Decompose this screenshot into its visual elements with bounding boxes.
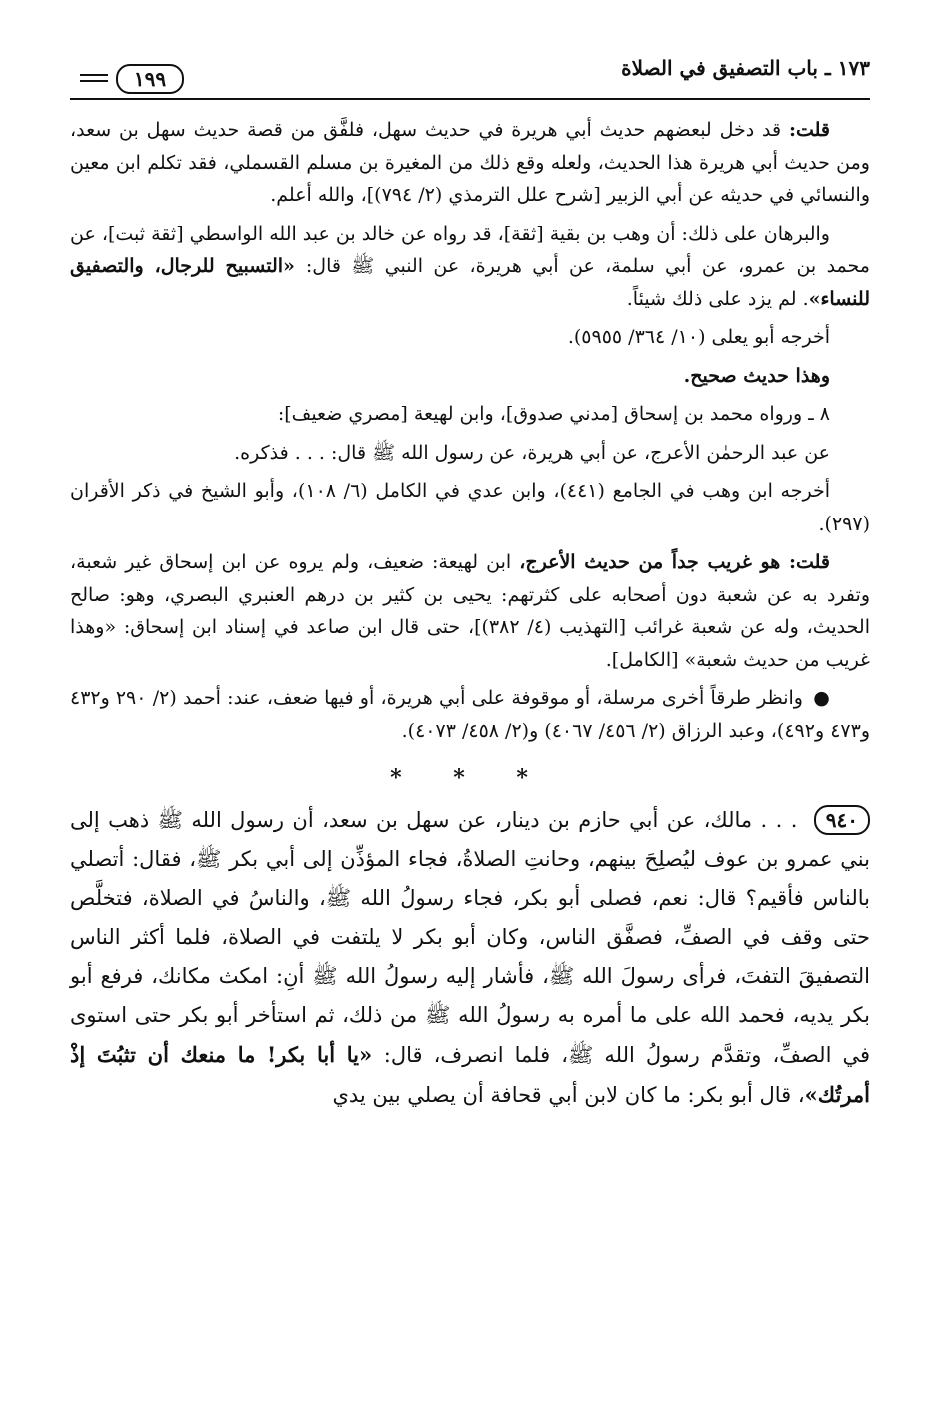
paragraph-lead: قلت: هو غريب جداً من حديث الأعرج، <box>519 551 830 573</box>
paragraph-7 <box>70 475 870 540</box>
hadith-quote: «التسبيح للرجال، والتصفيق للنساء» <box>70 255 870 310</box>
running-title: ١٧٣ ـ باب التصفيق في الصلاة <box>621 56 870 80</box>
paragraph-1 <box>70 114 870 212</box>
paragraph-5 <box>70 398 870 431</box>
hadith-paragraph <box>70 801 870 1115</box>
paragraph-text: قد دخل لبعضهم حديث أبي هريرة في حديث سهل، فلفَّق من قصة حديث سهل بن سعد، ومن حديث أبي هريرة هذا الحديث، ولعله وقع ذلك من المغيرة بن مسلم القسملي، فقد تكلم ابن معين والنسائي في حديثه عن أبي الزبير [شرح علل الترمذي (٢/ ٧٩٤)]، والله أعلم. <box>70 119 870 206</box>
hadith-bold-quote: «يا أبا بكر! ما منعك أن تثبُتَ إذْ أمرتُك» <box>70 1042 870 1107</box>
hadith-text: ، قال أبو بكر: ما كان لابن أبي قحافة أن يصلي بين يدي <box>332 1083 805 1107</box>
bullet-icon: ● <box>813 687 830 709</box>
paragraph-text: أخرجه أبو يعلى (١٠/ ٣٦٤/ ٥٩٥٥). <box>567 326 830 348</box>
page-number: ١٩٩ <box>116 64 184 94</box>
paragraph-8 <box>70 546 870 676</box>
section-separator: * * * <box>390 765 550 791</box>
paragraph-6 <box>70 437 870 470</box>
paragraph-9 <box>70 682 870 747</box>
ornament-rule <box>80 74 108 76</box>
paragraph-3 <box>70 321 870 354</box>
paragraph-text: وهذا حديث صحيح. <box>683 364 830 387</box>
paragraph-4 <box>70 360 870 393</box>
paragraph-text: ٨ ـ ورواه محمد بن إسحاق [مدني صدوق]، وابن لهيعة [مصري ضعيف]: <box>277 403 830 425</box>
paragraph-2 <box>70 218 870 316</box>
ornament-rule <box>80 80 108 82</box>
paragraph-text: عن عبد الرحمٰن الأعرج، عن أبي هريرة، عن رسول الله ﷺ قال: . . . فذكره. <box>234 441 830 464</box>
paragraph-text: وانظر طرقاً أخرى مرسلة، أو موقوفة على أبي هريرة، أو فيها ضعف، عند: أحمد (٢/ ٢٩٠ و٤٣٢ و٤٧٣ و٤٩٢)، وعبد الرزاق (٢/ ٤٥٦/ ٤٠٦٧) و(٢/ ٤٥٨/ ٤٠٧٣). <box>70 687 870 742</box>
page-header <box>70 50 870 100</box>
book-page <box>70 50 870 1370</box>
paragraph-lead: قلت: <box>788 119 830 141</box>
paragraph-text: أخرجه ابن وهب في الجامع (٤٤١)، وابن عدي في الكامل (٦/ ١٠٨)، وأبو الشيخ في ذكر الأقران (٢٩٧). <box>70 480 870 535</box>
hadith-text: . . . مالك، عن أبي حازم بن دينار، عن سهل بن سعد، أن رسول الله ﷺ ذهب إلى بني عمرو بن عوف ليُصلِحَ بينهم، وحانتِ الصلاةُ، فجاء المؤذِّن إلى أبي بكر ﷺ، فقال: أتصلي بالناس فأقيم؟ قال: نعم، فصلى أبو بكر، فجاء رسولُ الله ﷺ، والناسُ في الصلاة، فتخلَّص حتى وقف في الصفِّ، فصفَّق الناس، وكان أبو بكر لا يلتفت في الصلاة، فلما أكثر الناس التصفيقَ التفتَ، فرأى رسولَ الله ﷺ، فأشار إليه رسولُ الله ﷺ أنِ: امكث مكانك، فرفع أبو بكر يديه، فحمد الله على ما أمره به رسولُ الله ﷺ من ذلك، ثم استأخر أبو بكر حتى استوى في الصفِّ، وتقدَّم رسولُ الله ﷺ، فلما انصرف، قال: <box>70 808 870 1067</box>
paragraph-text: . لم يزد على ذلك شيئاً. <box>626 287 809 310</box>
hadith-number: ٩٤٠ <box>814 805 870 835</box>
page-number-ornament <box>80 64 190 94</box>
paragraph-text: والبرهان على ذلك: أن وهب بن بقية [ثقة]، قد رواه عن خالد بن عبد الله الواسطي [ثقة ثبت]، عن محمد بن عمرو، عن أبي سلمة، عن أبي هريرة، عن النبي ﷺ قال: <box>70 222 870 277</box>
paragraph-text: ابن لهيعة: ضعيف، ولم يروه عن ابن إسحاق غير شعبة، وتفرد به عن شعبة دون أصحابه على كثرتهم: يحيى بن كثير بن درهم العنبري البصري، وهو: صالح الحديث، وله عن شعبة غرائب [التهذيب (٤/ ٣٨٢)]، حتى قال ابن صاعد في إسناد ابن إسحاق: «وهذا غريب من حديث شعبة» [الكامل]. <box>70 551 870 671</box>
